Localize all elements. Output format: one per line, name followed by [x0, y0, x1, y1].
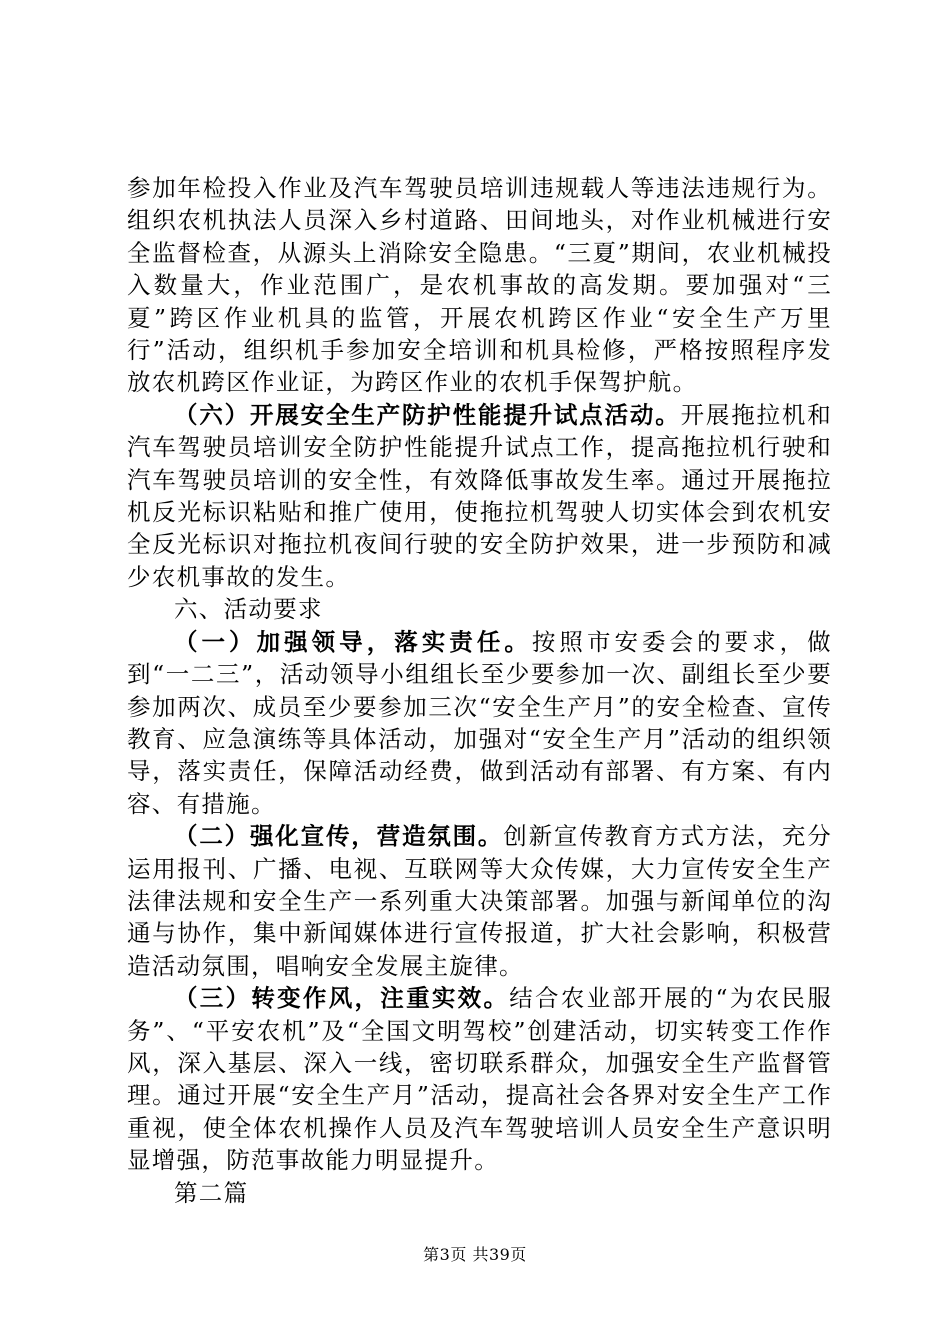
section-heading-activity-requirements: 六、活动要求	[174, 595, 323, 624]
paragraph-lead-heading: （二）强化宣传，营造氛围。	[174, 822, 504, 851]
paragraph-text: 按照市安委会的要求，做到“一二三”，活动领导小组组长至少要参加一次、副组长至少要参加两次、成员至少要参加三次“安全生产月”的安全检查、宣传教育、应急演练等具体活动，加强对“安全生产月”活动的组织领导，落实责任，保障活动经费，做到活动有部署、有方案、有内容、有措施。	[127, 627, 832, 818]
paragraph-publicity-atmosphere	[127, 820, 832, 982]
paragraph-text: 参加年检投入作业及汽车驾驶员培训违规载人等违法违规行为。组织农机执法人员深入乡村道路、田间地头，对作业机械进行安全监督检查，从源头上消除安全隐患。“三夏”期间，农业机械投入数量大，作业范围广，是农机事故的高发期。要加强对“三夏”跨区作业机具的监管，开展农机跨区作业“安全生产万里行”活动，组织机手参加安全培训和机具检修，严格按照程序发放农机跨区作业证，为跨区作业的农机手保驾护航。	[127, 174, 832, 397]
paragraph-continuation	[127, 172, 832, 399]
paragraph-safety-protection-pilot	[127, 399, 832, 593]
paragraph-work-style-effectiveness	[127, 982, 832, 1176]
section-heading-part-two: 第二篇	[174, 1178, 249, 1207]
page-number-footer: 第3页 共39页	[423, 1245, 527, 1264]
paragraph-lead-heading: （三）转变作风，注重实效。	[174, 984, 510, 1013]
paragraph-lead-heading: （六）开展安全生产防护性能提升试点活动。	[174, 400, 681, 429]
document-body	[127, 172, 832, 1209]
paragraph-leadership-responsibility	[127, 626, 832, 820]
paragraph-text: 结合农业部开展的“为农民服务”、“平安农机”及“全国文明驾校”创建活动，切实转变工作作风，深入基层、深入一线，密切联系群众，加强安全生产监督管理。通过开展“安全生产月”活动，提高社会各界对安全生产工作重视，使全体农机操作人员及汽车驾驶培训人员安全生产意识明显增强，防范事故能力明显提升。	[127, 984, 832, 1175]
paragraph-text: 创新宣传教育方式方法，充分运用报刊、广播、电视、互联网等大众传媒，大力宣传安全生产法律法规和安全生产一系列重大决策部署。加强与新闻单位的沟通与协作，集中新闻媒体进行宣传报道，扩大社会影响，积极营造活动氛围，唱响安全发展主旋律。	[127, 822, 832, 980]
paragraph-text: 开展拖拉机和汽车驾驶员培训安全防护性能提升试点工作，提高拖拉机行驶和汽车驾驶员培训的安全性，有效降低事故发生率。通过开展拖拉机反光标识粘贴和推广使用，使拖拉机驾驶人切实体会到农机安全反光标识对拖拉机夜间行驶的安全防护效果，进一步预防和减少农机事故的发生。	[127, 400, 832, 591]
paragraph-lead-heading: （一）加强领导，落实责任。	[174, 627, 532, 656]
